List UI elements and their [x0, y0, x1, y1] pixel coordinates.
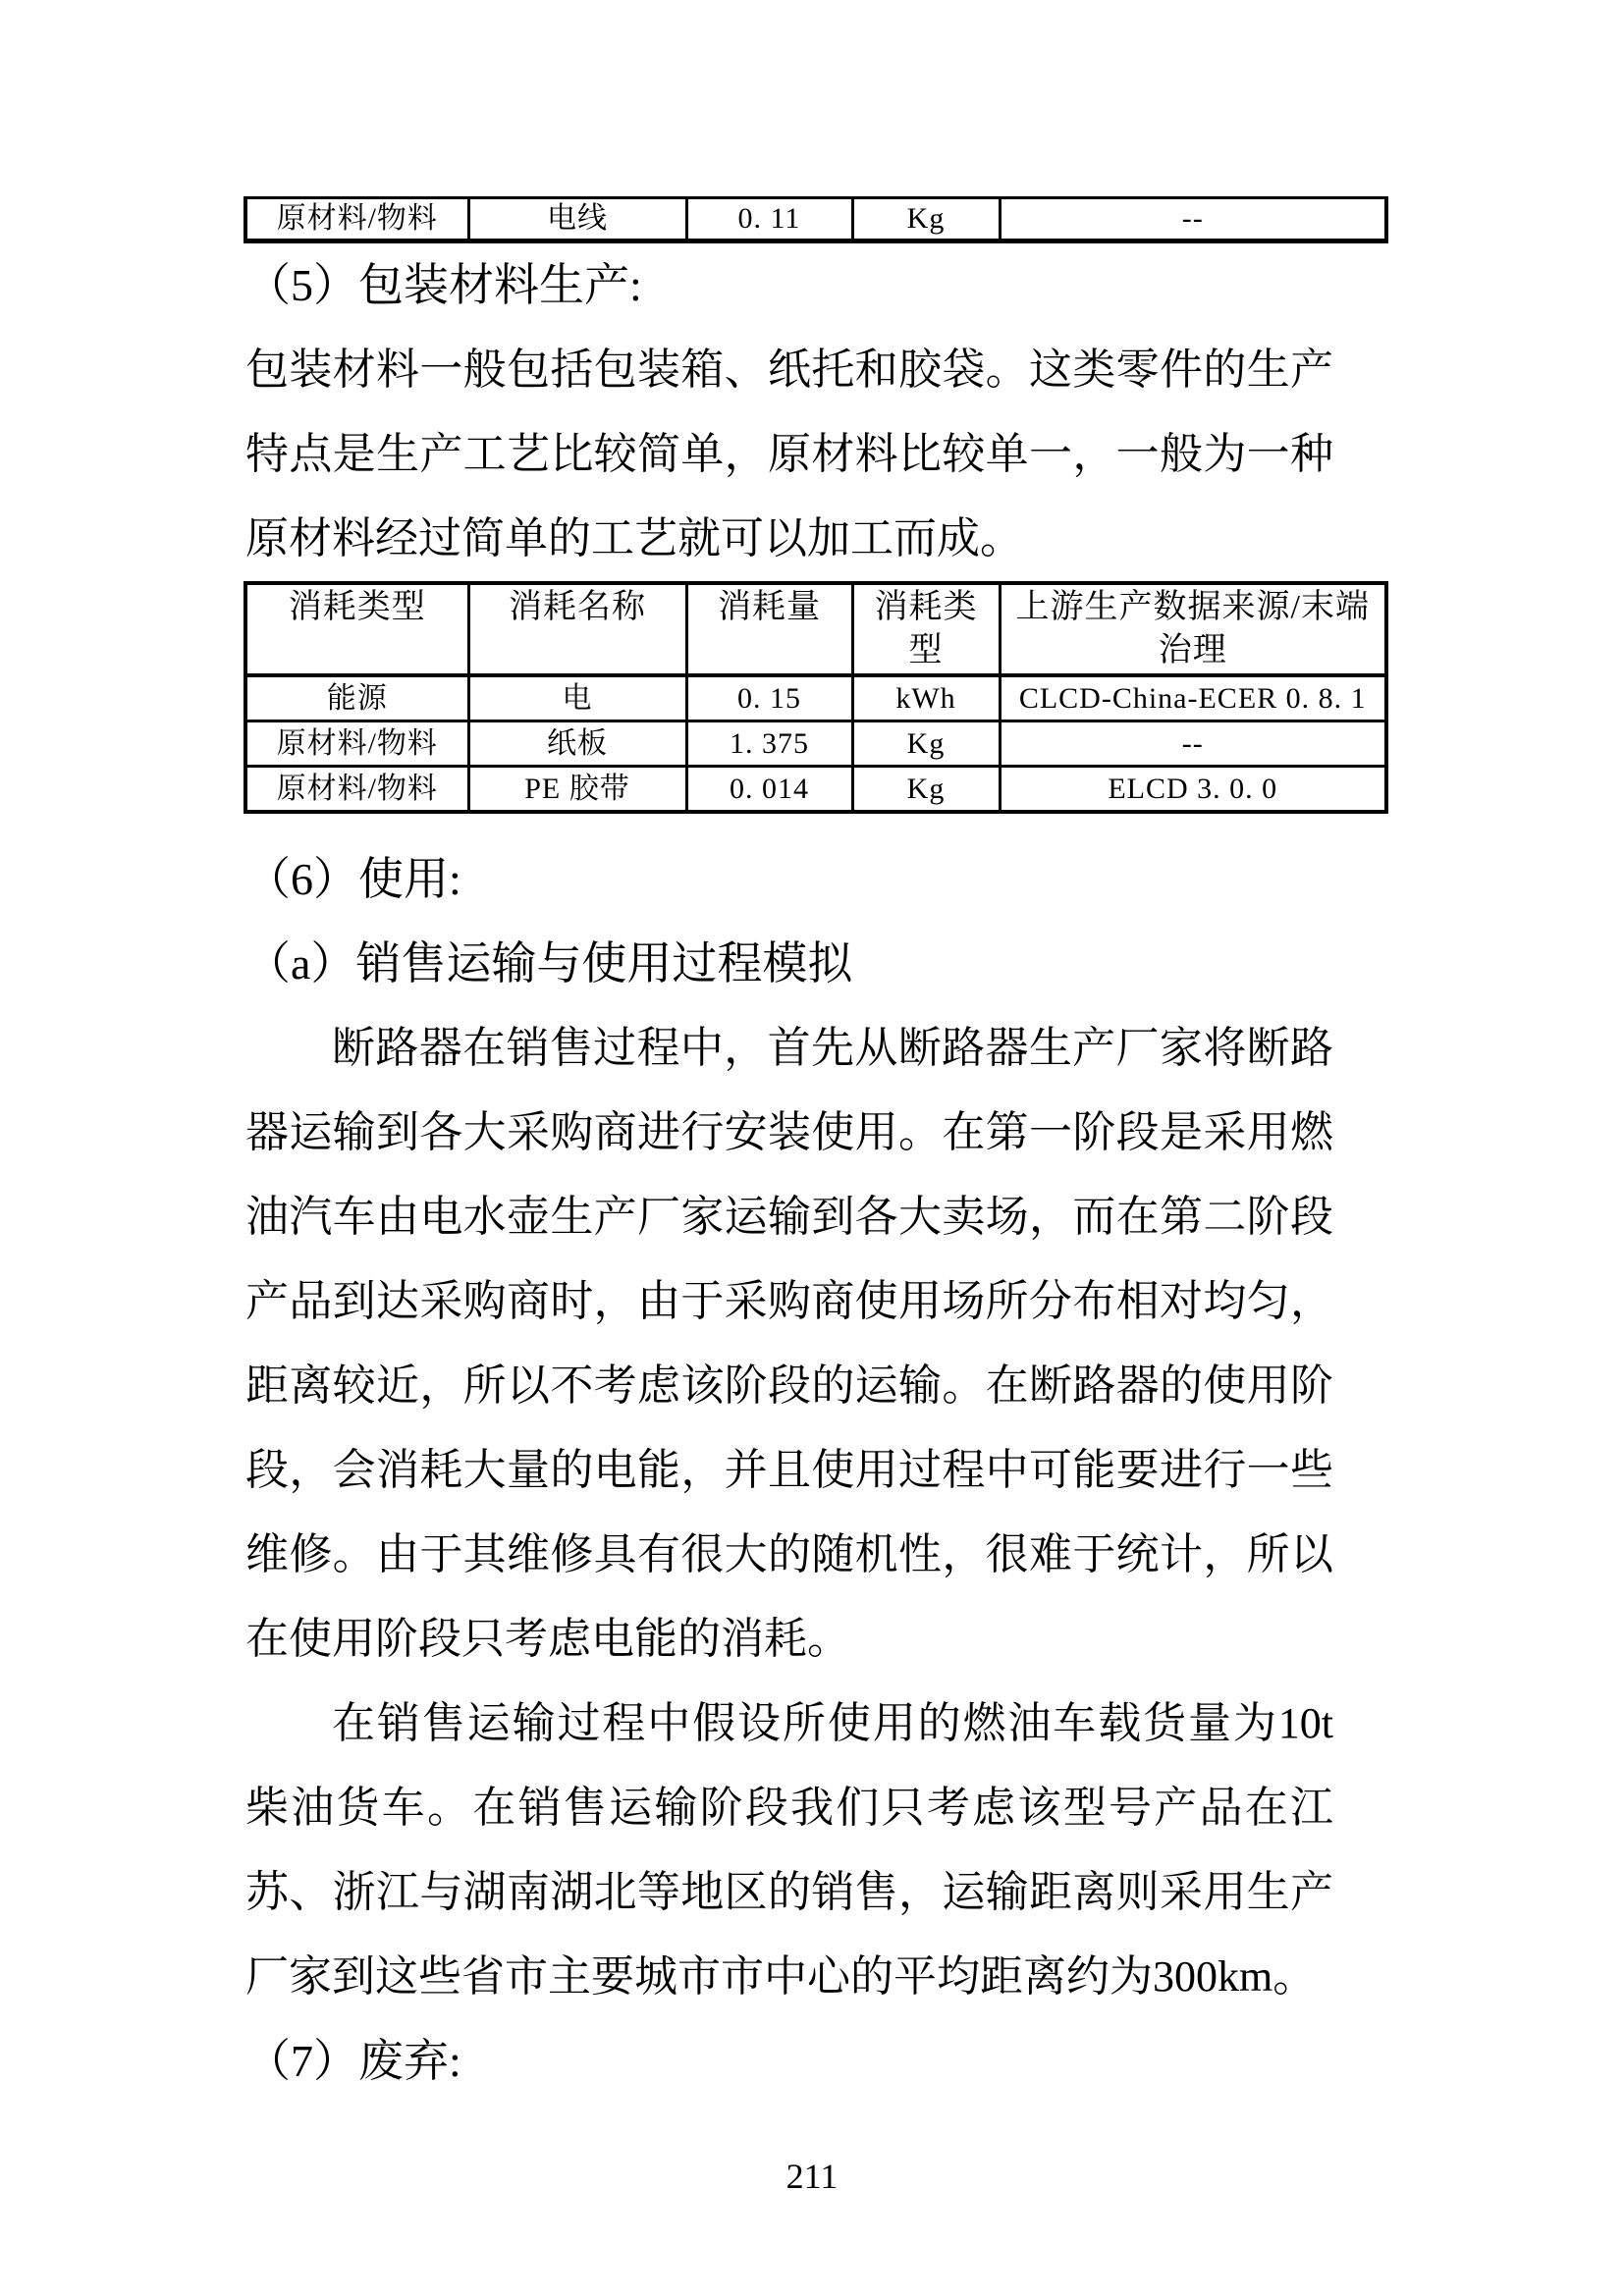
table-row [245, 675, 1386, 721]
column-header-amount: 消耗量 [686, 583, 852, 675]
table-row [245, 198, 1386, 241]
table-cell-source: -- [1000, 198, 1386, 241]
table-cell-unit: Kg [852, 721, 1000, 767]
column-header-unit-type-text: 消耗类型 [874, 589, 978, 668]
paragraph-use-process: 断路器在销售过程中，首先从断路器生产厂家将断路器运输到各大采购商进行安装使用。在第一阶段是采用燃油汽车由电水壶生产厂家运输到各大卖场，而在第二阶段产品到达采购商时，由于采购商使用场所分布相对均匀，距离较近，所以不考虑该阶段的运输。在断路器的使用阶段，会消耗大量的电能，并且使用过程中可能要进行一些维修。由于其维修具有很大的随机性，很难于统计，所以在使用阶段只考虑电能的消耗。 [245, 1024, 1333, 1663]
table-cell-consumption-name: 纸板 [468, 721, 686, 767]
heading-use: （6）使用: [245, 854, 461, 904]
table-cell-source: CLCD-China-ECER 0. 8. 1 [1000, 675, 1386, 721]
table-cell-consumption-type: 原材料/物料 [245, 721, 468, 767]
table-cell-consumption-type: 原材料/物料 [245, 767, 468, 813]
page-content [244, 196, 1402, 2104]
table-cell-source: -- [1000, 721, 1386, 767]
table-cell-consumption-type: 原材料/物料 [245, 198, 468, 241]
table-cell-consumption-name: PE 胶带 [468, 767, 686, 813]
table-cell-unit: kWh [852, 675, 1000, 721]
table-cell-unit: Kg [852, 767, 1000, 813]
table-cell-amount: 0. 014 [686, 767, 852, 813]
paragraph-transport-assumption: 在销售运输过程中假设所使用的燃油车载货量为10t柴油货车。在销售运输阶段我们只考虑该型号产品在江苏、浙江与湖南湖北等地区的销售，运输距离则采用生产厂家到这些省市主要城市市中心的平均距离约为300km。 [245, 1699, 1333, 2001]
column-header-data-source [1000, 583, 1386, 675]
heading-packaging-production: （5）包装材料生产: [245, 260, 642, 310]
table-cell-amount: 0. 15 [686, 675, 852, 721]
table-cell-amount: 0. 11 [686, 198, 852, 241]
heading-sales-transport-simulation: （a）销售运输与使用过程模拟 [245, 938, 853, 988]
column-header-consumption-name: 消耗名称 [468, 583, 686, 675]
column-header-consumption-type: 消耗类型 [245, 583, 468, 675]
column-header-data-source-text: 上游生产数据来源/末端治理 [1015, 589, 1370, 668]
table-row [245, 721, 1386, 767]
packaging-consumption-table [244, 581, 1388, 814]
column-header-unit-type [852, 583, 1000, 675]
heading-disposal: （7）废弃: [245, 2036, 461, 2086]
table-cell-consumption-name: 电 [468, 675, 686, 721]
table-cell-source: ELCD 3. 0. 0 [1000, 767, 1386, 813]
table-cell-unit: Kg [852, 198, 1000, 241]
table-cell-amount: 1. 375 [686, 721, 852, 767]
table-cell-consumption-name: 电线 [468, 198, 686, 241]
paragraph-packaging: 包装材料一般包括包装箱、纸托和胶袋。这类零件的生产特点是生产工艺比较简单，原材料比较单一，一般为一种原材料经过简单的工艺就可以加工而成。 [245, 346, 1333, 562]
table-header-row [245, 583, 1386, 675]
page-number: 211 [785, 2157, 839, 2196]
materials-table-continuation [244, 196, 1388, 243]
table-cell-consumption-type: 能源 [245, 675, 468, 721]
table-row [245, 767, 1386, 813]
